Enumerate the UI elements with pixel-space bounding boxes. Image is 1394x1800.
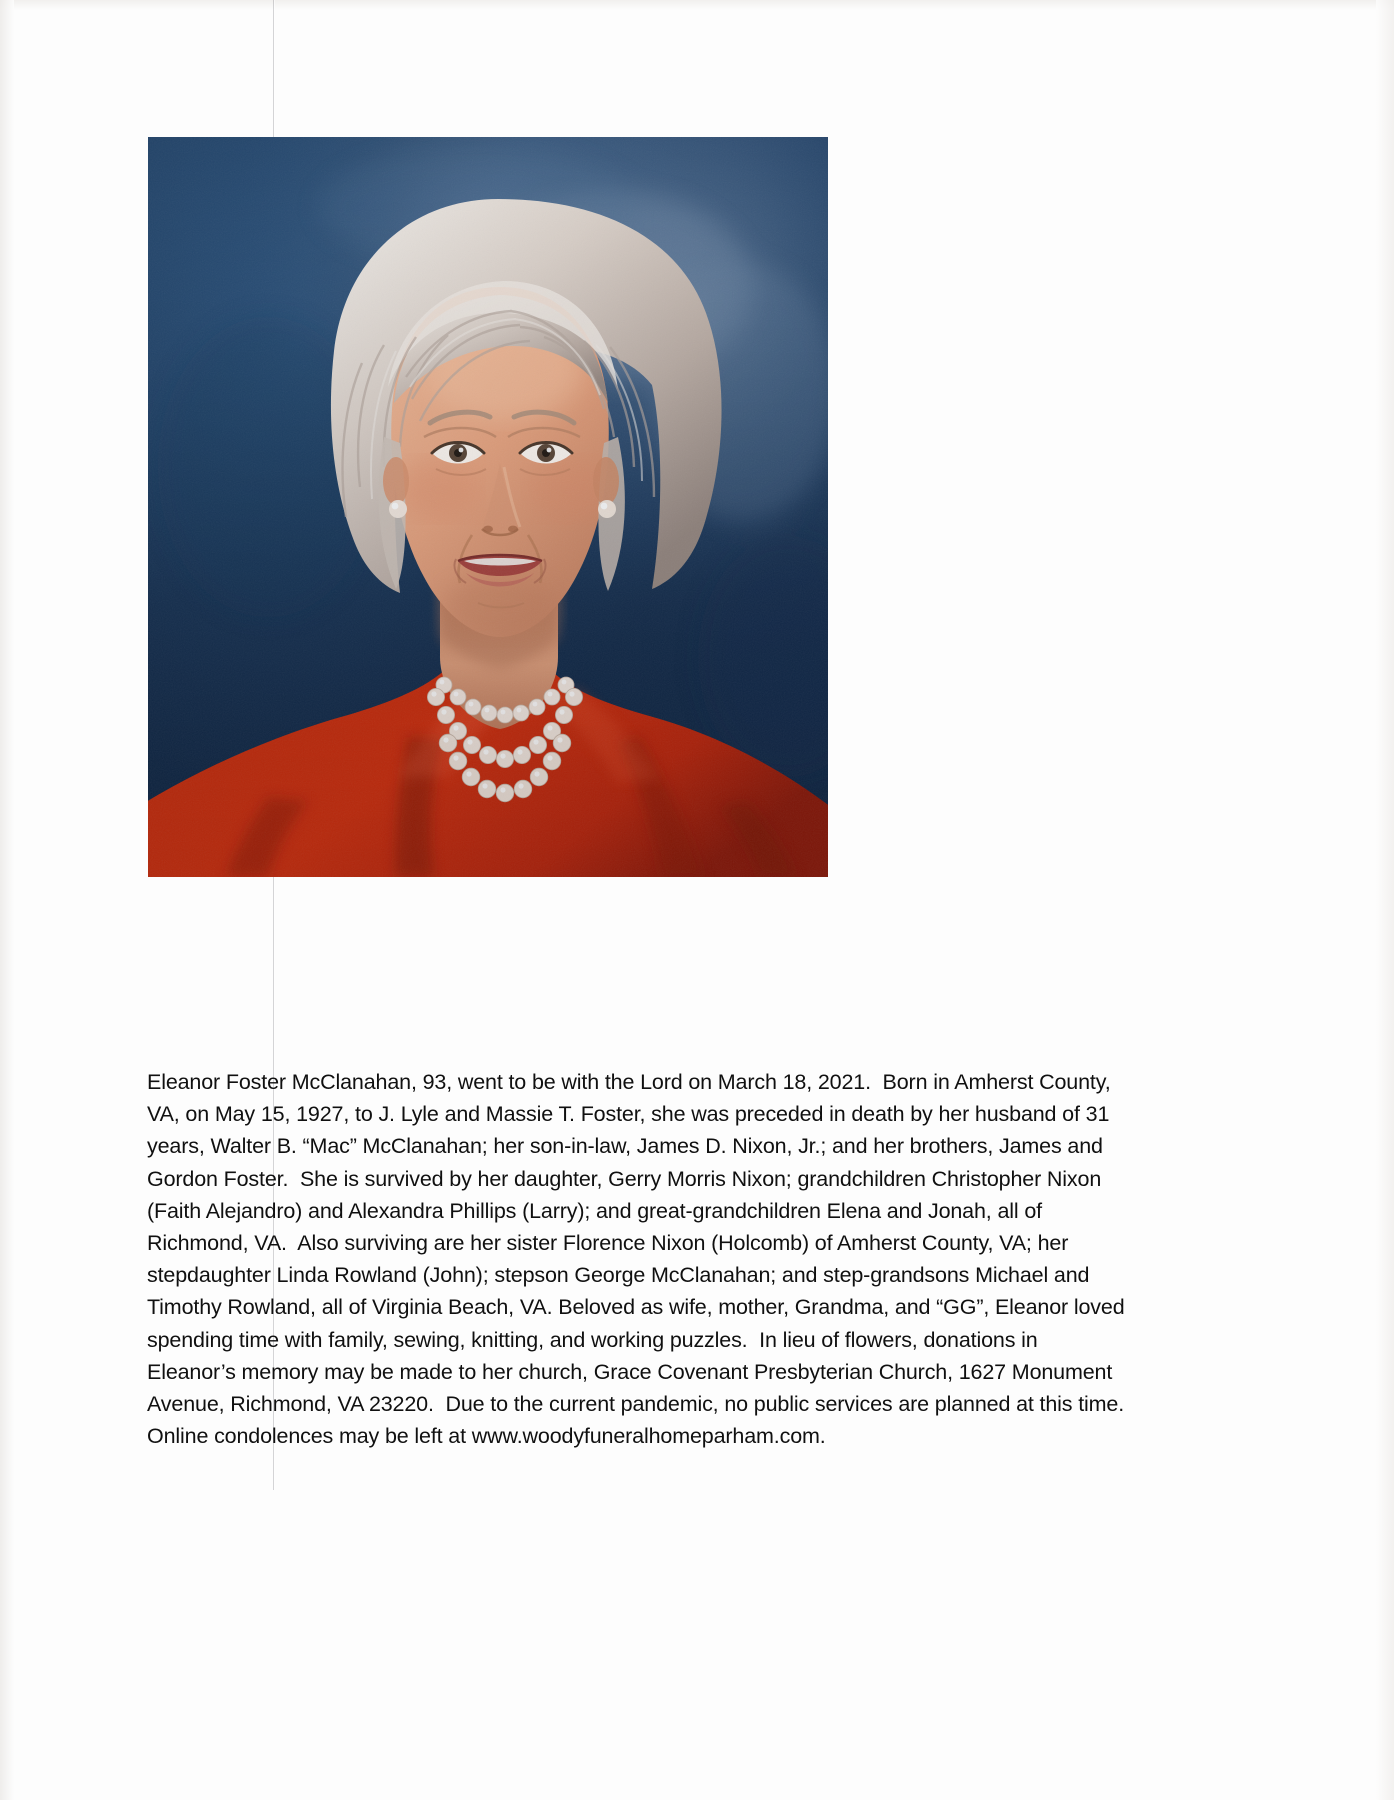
obituary-line: Richmond, VA. Also surviving are her sister Florence Nixon (Holcomb) of Amherst County, VA; her	[147, 1231, 1069, 1256]
obituary-line: Online condolences may be left at www.woodyfuneralhomeparham.com.	[147, 1424, 826, 1449]
scan-edge-top	[0, 0, 1394, 10]
obituary-line: Avenue, Richmond, VA 23220. Due to the current pandemic, no public services are planned at this time.	[147, 1392, 1125, 1417]
scan-edge-left	[0, 0, 14, 1800]
obituary-line: (Faith Alejandro) and Alexandra Phillips (Larry); and great-grandchildren Elena and Jonah, all of	[147, 1198, 1042, 1223]
obituary-line: Eleanor Foster McClanahan, 93, went to be with the Lord on March 18, 2021. Born in Amherst County,	[147, 1070, 1111, 1094]
portrait-photo	[148, 137, 828, 877]
obituary-text-block	[147, 1066, 1272, 1452]
obituary-line: Timothy Rowland, all of Virginia Beach, VA. Beloved as wife, mother, Grandma, and “GG”, Eleanor loved	[147, 1295, 1125, 1320]
obituary-line: Eleanor’s memory may be made to her church, Grace Covenant Presbyterian Church, 1627 Monument	[147, 1359, 1113, 1384]
obituary-line: VA, on May 15, 1927, to J. Lyle and Massie T. Foster, she was preceded in death by her husband of 31	[147, 1102, 1110, 1127]
obituary-line: Gordon Foster. She is survived by her daughter, Gerry Morris Nixon; grandchildren Christopher Nixon	[147, 1166, 1102, 1191]
obituary-line: years, Walter B. “Mac” McClanahan; her son-in-law, James D. Nixon, Jr.; and her brothers, James and	[147, 1134, 1103, 1159]
scan-edge-right	[1376, 0, 1394, 1800]
obituary-line: stepdaughter Linda Rowland (John); stepson George McClanahan; and step-grandsons Michael and	[147, 1263, 1090, 1288]
obituary-line: spending time with family, sewing, knitting, and working puzzles. In lieu of flowers, donations in	[147, 1327, 1038, 1352]
